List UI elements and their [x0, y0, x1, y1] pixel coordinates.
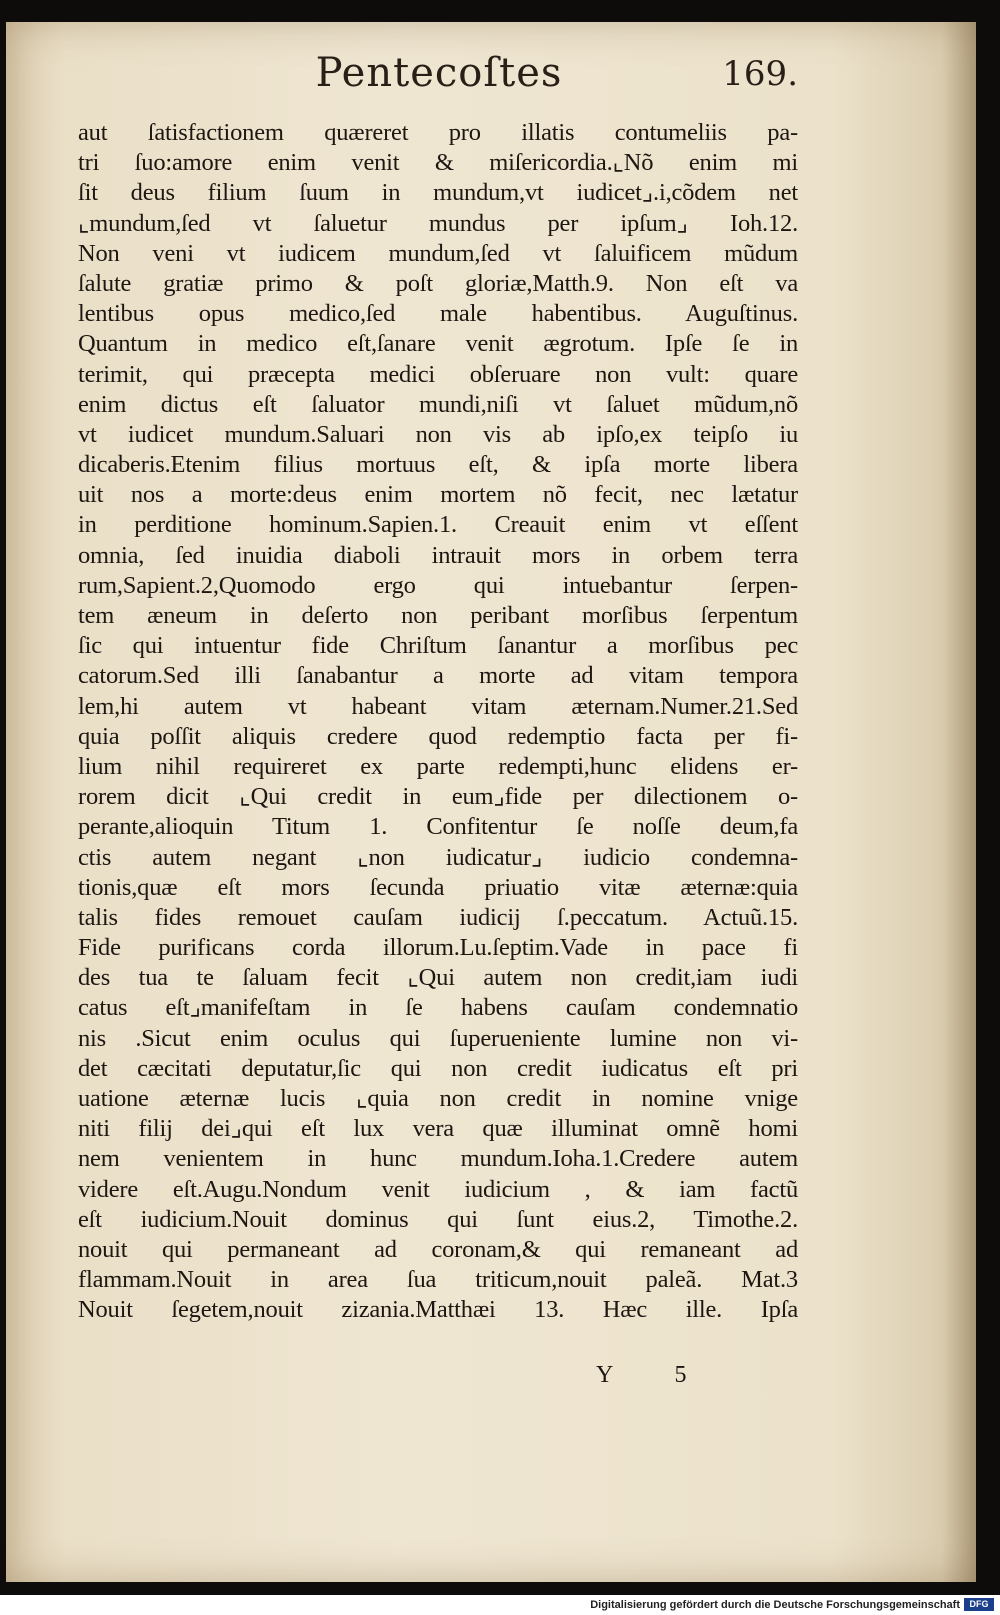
text-line: det cæcitati deputatur,ſic qui non credit iudicatus eſt pri	[78, 1054, 798, 1082]
running-head	[80, 50, 798, 110]
text-line: terimit, qui præcepta medici obſeruare non vult: quare	[78, 360, 798, 388]
text-line: uatione æternæ lucis ⌞quia non credit in nomine vnige	[78, 1085, 798, 1112]
text-line: rum,Sapient.2,Quomodo ergo qui intuebantur ſerpen-	[78, 571, 798, 599]
text-line: dicaberis.Etenim filius mortuus eſt, & ipſa morte libera	[78, 451, 798, 479]
text-line: aut ſatisfactionem quæreret pro illatis contumeliis pa-	[78, 119, 798, 146]
text-line: Nouit ſegetem,nouit zizania.Matthæi 13. Hæc ille. Ipſa	[78, 1296, 798, 1324]
book-page	[6, 22, 976, 1582]
footer-bar	[0, 1595, 1000, 1615]
text-line: enim dictus eſt ſaluator mundi,niſi vt ſaluet mũdum,nõ	[78, 390, 798, 418]
text-line: ctis autem negant ⌞non iudicatur⌟ iudicio condemna-	[78, 843, 798, 871]
text-line: nis .Sicut enim oculus qui ſuperueniente lumine non vi-	[78, 1024, 798, 1052]
text-line: ſit deus filium ſuum in mundum,vt iudicet⌟.i,cõdem net	[78, 179, 798, 207]
text-line: catus eſt⌟manifeſtam in ſe habens cauſam condemnatio	[78, 994, 798, 1022]
text-line: ⌞mundum,ſed vt ſaluetur mundus per ipſum⌟ Ioh.12.	[78, 209, 798, 237]
text-line: lem,hi autem vt habeant vitam æternam.Numer.21.Sed	[78, 692, 798, 720]
text-line: perante,alioquin Titum 1. Confitentur ſe noſſe deum,fa	[78, 813, 798, 841]
text-line: lium nihil requireret ex parte redempti,hunc elidens er-	[78, 752, 798, 780]
text-line: videre eſt.Augu.Nondum venit iudicium , & iam factũ	[78, 1175, 798, 1203]
text-line: ſalute gratiæ primo & poſt gloriæ,Matth.9. Non eſt va	[78, 269, 798, 297]
signature-mark: Y 5	[596, 1362, 715, 1388]
text-line: quia poſſit aliquis credere quod redemptio facta per fi-	[78, 722, 798, 750]
text-line: tem æneum in deſerto non peribant morſibus ſerpentum	[78, 602, 798, 629]
text-line: uit nos a morte:deus enim mortem nõ fecit, nec lætatur	[78, 481, 798, 509]
page-edge-shadow	[942, 22, 976, 1582]
text-line: talis fides remouet cauſam iudicij ſ.peccatum. Actuũ.15.	[78, 903, 798, 931]
text-line: tri ſuo:amore enim venit & miſericordia.⌞Nõ enim mi	[78, 149, 798, 177]
text-line: vt iudicet mundum.Saluari non vis ab ipſo,ex teipſo iu	[78, 420, 798, 448]
text-line: omnia, ſed inuidia diaboli intrauit mors in orbem terra	[78, 541, 798, 569]
text-line: niti filij dei⌟qui eſt lux vera quæ illuminat omnẽ homi	[78, 1115, 798, 1143]
dfg-logo-icon: DFG	[964, 1598, 994, 1611]
text-line: rorem dicit ⌞Qui credit in eum⌟fide per dilectionem o-	[78, 783, 798, 811]
text-line: tionis,quæ eſt mors ſecunda priuatio vitæ æternæ:quia	[78, 873, 798, 901]
text-line: Non veni vt iudicem mundum,ſed vt ſaluificem mũdum	[78, 239, 798, 267]
text-line: nouit qui permaneant ad coronam,& qui remaneant ad	[78, 1235, 798, 1263]
footer-credit: Digitalisierung gefördert durch die Deutsche Forschungsgemeinschaft	[590, 1599, 960, 1611]
page-number: 169.	[722, 54, 798, 94]
text-line: nem venientem in hunc mundum.Ioha.1.Credere autem	[78, 1145, 798, 1173]
text-line: flammam.Nouit in area ſua triticum,nouit paleã. Mat.3	[78, 1266, 798, 1294]
text-line: catorum.Sed illi ſanabantur a morte ad vitam tempora	[78, 662, 798, 690]
text-line: in perditione hominum.Sapien.1. Creauit enim vt eſſent	[78, 511, 798, 539]
text-line: lentibus opus medico,ſed male habentibus. Auguſtinus.	[78, 300, 798, 328]
text-line: Quantum in medico eſt,ſanare venit ægrotum. Ipſe ſe in	[78, 330, 798, 358]
text-line: ſic qui intuentur fide Chriſtum ſanantur a morſibus pec	[78, 632, 798, 660]
body-text	[78, 118, 798, 1326]
running-head-title: Pentecoſtes	[315, 50, 563, 96]
text-line: des tua te ſaluam fecit ⌞Qui autem non credit,iam iudi	[78, 964, 798, 992]
text-line: eſt iudicium.Nouit dominus qui ſunt eius.2, Timothe.2.	[78, 1205, 798, 1233]
text-line: Fide purificans corda illorum.Lu.ſeptim.Vade in pace fi	[78, 934, 798, 962]
